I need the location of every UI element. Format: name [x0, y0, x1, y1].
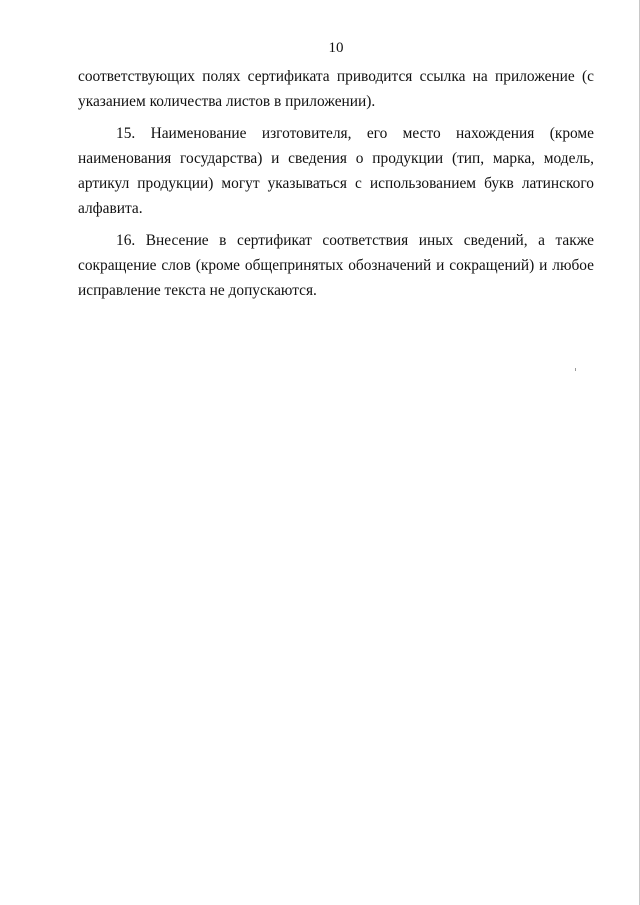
scan-speck: [575, 368, 576, 371]
paragraph-item-16: 16. Внесение в сертификат соответствия иных сведений, а также сокращение слов (кроме общепринятых обозначений и сокращений) и любое исправление текста не допускаются.: [78, 232, 594, 299]
document-body: [78, 64, 594, 310]
page-number: 10: [328, 40, 344, 56]
paragraph-continuation: соответствующих полях сертификата приводится ссылка на приложение (с указанием количества листов в приложении).: [78, 68, 594, 110]
paragraph-item-15: 15. Наименование изготовителя, его место нахождения (кроме наименования государства) и сведения о продукции (тип, марка, модель, артикул продукции) могут указываться с использованием букв латинского алфавита.: [78, 125, 594, 217]
